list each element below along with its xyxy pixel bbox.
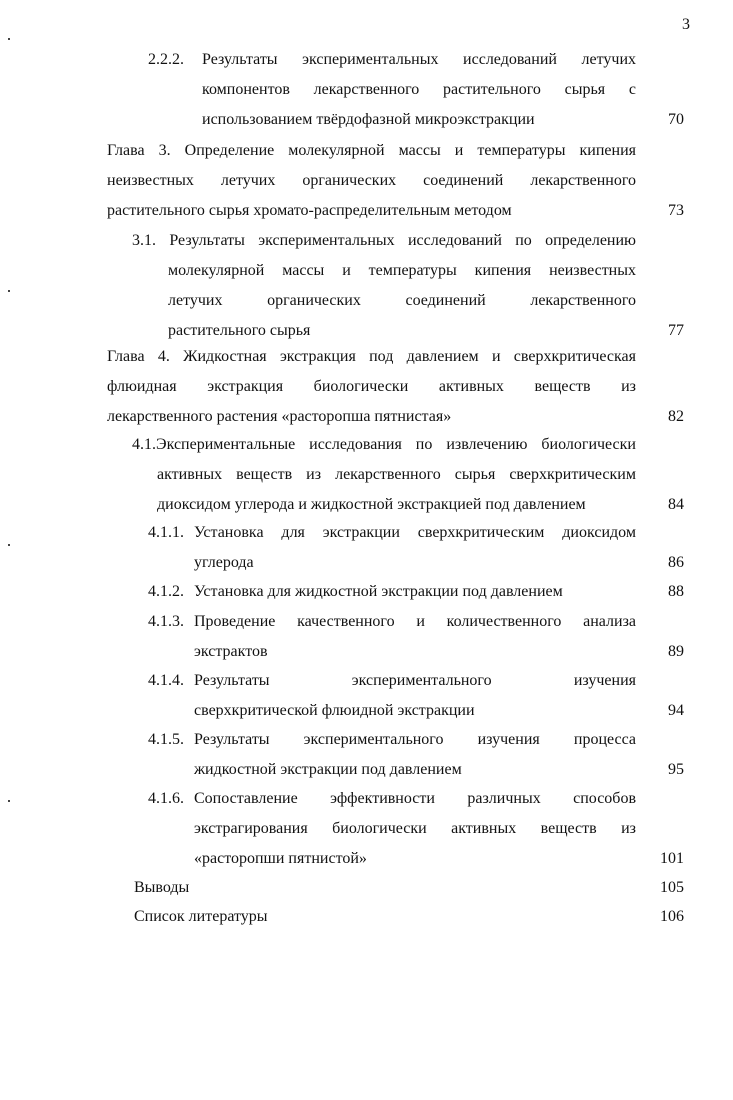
toc-page-ref: 89: [668, 643, 684, 660]
toc-entry-line: экстрактов: [194, 643, 268, 660]
toc-entry-line: 4.1.Экспериментальные исследования по извлечению биологически: [132, 436, 636, 453]
toc-page-ref: 106: [660, 908, 684, 925]
toc-entry-line: «расторопши пятнистой»: [194, 850, 367, 867]
toc-entry-line: Глава 4. Жидкостная экстракция под давлением и сверхкритическая: [107, 348, 636, 365]
toc-entry-line: молекулярной массы и температуры кипения неизвестных: [168, 262, 636, 279]
toc-page-ref: 86: [668, 554, 684, 571]
toc-page-ref: 77: [668, 322, 684, 339]
toc-page-ref: 105: [660, 879, 684, 896]
toc-entry-number: 4.1.5.: [148, 731, 184, 748]
toc-entry-line: углерода: [194, 554, 254, 571]
toc-entry-line: флюидная экстракция биологически активных веществ из: [107, 378, 636, 395]
scan-mark: [8, 544, 10, 546]
toc-entry-line: Сопоставление эффективности различных способов: [194, 790, 636, 807]
toc-entry-line: диоксидом углерода и жидкостной экстракцией под давлением: [157, 496, 586, 513]
toc-entry-line: использованием твёрдофазной микроэкстракции: [202, 111, 535, 128]
toc-entry-line: лекарственного растения «расторопша пятнистая»: [107, 408, 452, 425]
toc-entry-number: 4.1.2.: [148, 583, 184, 600]
toc-page-ref: 82: [668, 408, 684, 425]
toc-entry-line: 3.1. Результаты экспериментальных исследований по определению: [132, 232, 636, 249]
toc-page-ref: 101: [660, 850, 684, 867]
toc-entry-line: Выводы: [134, 879, 190, 896]
scan-mark: [8, 800, 10, 802]
scan-mark: [8, 38, 10, 40]
scan-mark: [8, 290, 10, 292]
toc-entry-number: 2.2.2.: [148, 51, 184, 68]
toc-entry-line: Результаты экспериментальных исследований летучих: [202, 51, 636, 68]
toc-entry-line: компонентов лекарственного растительного сырья с: [202, 81, 636, 98]
toc-entry-line: сверхкритической флюидной экстракции: [194, 702, 475, 719]
toc-entry-line: Проведение качественного и количественного анализа: [194, 613, 636, 630]
toc-entry-line: Глава 3. Определение молекулярной массы и температуры кипения: [107, 142, 636, 159]
toc-entry-line: экстрагирования биологически активных веществ из: [194, 820, 636, 837]
toc-page-ref: 84: [668, 496, 684, 513]
toc-entry-line: активных веществ из лекарственного сырья сверхкритическим: [157, 466, 636, 483]
toc-page-ref: 88: [668, 583, 684, 600]
toc-entry-line: летучих органических соединений лекарственного: [168, 292, 636, 309]
toc-entry-line: неизвестных летучих органических соединений лекарственного: [107, 172, 636, 189]
toc-page-ref: 73: [668, 202, 684, 219]
toc-entry-number: 4.1.4.: [148, 672, 184, 689]
toc-entry-line: Результаты экспериментального изучения процесса: [194, 731, 636, 748]
toc-page-ref: 95: [668, 761, 684, 778]
toc-page-ref: 70: [668, 111, 684, 128]
toc-entry-number: 4.1.6.: [148, 790, 184, 807]
toc-entry-number: 4.1.1.: [148, 524, 184, 541]
toc-page-ref: 94: [668, 702, 684, 719]
toc-entry-line: жидкостной экстракции под давлением: [194, 761, 462, 778]
page-number: 3: [682, 16, 690, 33]
toc-entry-line: Установка для экстракции сверхкритическим диоксидом: [194, 524, 636, 541]
toc-entry-number: 4.1.3.: [148, 613, 184, 630]
toc-entry-line: Список литературы: [134, 908, 268, 925]
toc-entry-line: Результаты экспериментального изучения: [194, 672, 636, 689]
toc-entry-line: растительного сырья хромато-распределительным методом: [107, 202, 512, 219]
toc-entry-line: Установка для жидкостной экстракции под давлением: [194, 583, 563, 600]
toc-entry-line: растительного сырья: [168, 322, 311, 339]
